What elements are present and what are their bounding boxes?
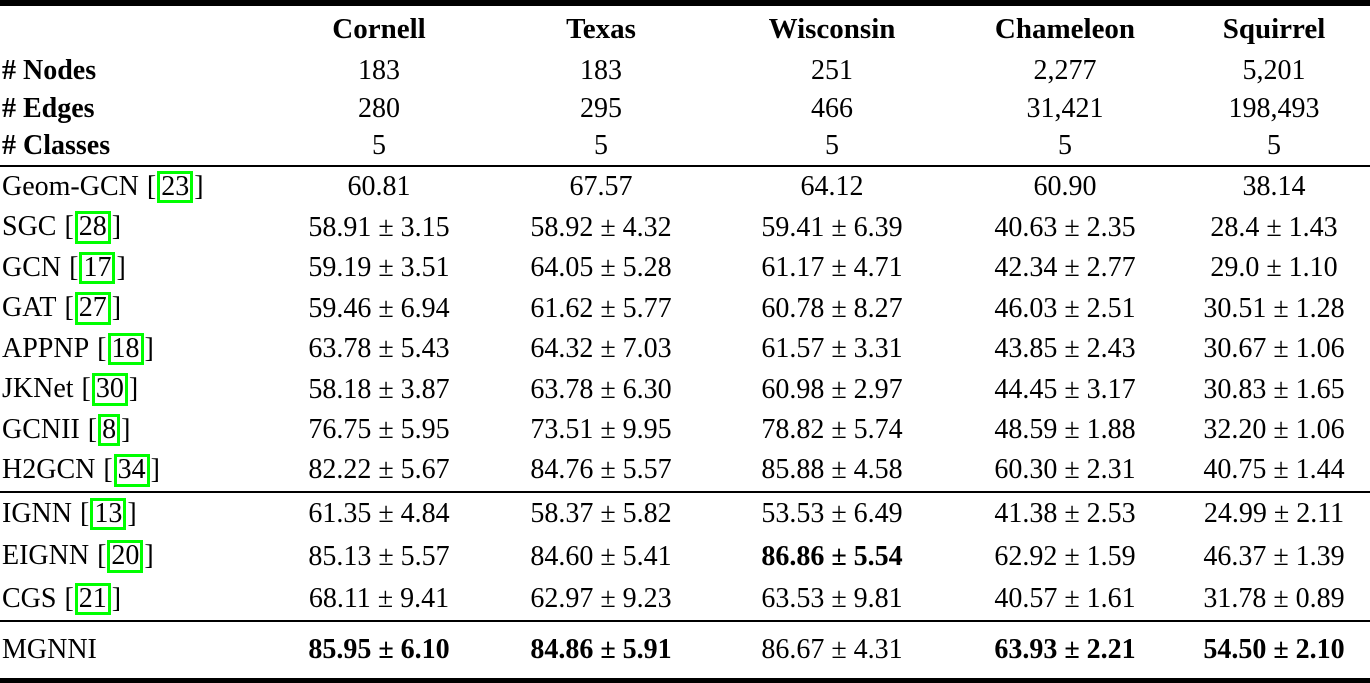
result-value-cell: 63.53 ± 9.81 <box>761 583 903 615</box>
method-name: MGNNI <box>2 634 97 666</box>
result-value-cell: 61.57 ± 3.31 <box>761 333 903 365</box>
method-name: GCN <box>2 251 62 283</box>
table-row <box>0 410 1370 450</box>
citation-open-bracket: [ <box>64 292 74 324</box>
stat-value-cell: 280 <box>358 92 400 124</box>
stat-value-cell: 31,421 <box>1026 92 1104 124</box>
citation-close-bracket: ] <box>116 251 126 283</box>
result-value-cell: 42.34 ± 2.77 <box>994 252 1136 284</box>
result-value-cell: 54.50 ± 2.10 <box>1203 634 1345 666</box>
method-name: GAT <box>2 292 57 324</box>
result-value-cell: 40.75 ± 1.44 <box>1203 454 1345 486</box>
citation-close-bracket: ] <box>144 540 154 572</box>
citation-open-bracket: [ <box>97 332 107 364</box>
result-value-cell: 43.85 ± 2.43 <box>994 333 1136 365</box>
stat-value-cell: 5 <box>1058 130 1072 162</box>
result-value-cell: 60.98 ± 2.97 <box>761 373 903 405</box>
result-value-cell: 86.67 ± 4.31 <box>761 634 903 666</box>
result-value-cell: 64.12 <box>800 171 864 203</box>
method-name: APPNP <box>2 332 90 364</box>
result-value-cell: 63.93 ± 2.21 <box>994 634 1136 666</box>
citation <box>64 211 121 242</box>
result-value-cell: 24.99 ± 2.11 <box>1203 498 1345 530</box>
result-value-cell: 38.14 <box>1242 171 1306 203</box>
stat-row <box>0 53 1370 90</box>
citation <box>97 540 154 571</box>
result-value-cell: 84.76 ± 5.57 <box>530 454 672 486</box>
method-label-cell <box>0 535 268 577</box>
corner-cell <box>0 3 268 53</box>
stat-value-cell: 5 <box>825 130 839 162</box>
result-value-cell: 40.63 ± 2.35 <box>994 211 1136 243</box>
stat-value-cell: 5 <box>594 130 608 162</box>
result-value-cell: 46.37 ± 1.39 <box>1203 540 1345 572</box>
stat-row <box>0 127 1370 165</box>
result-value-cell: 85.13 ± 5.57 <box>308 540 450 572</box>
table-row <box>0 578 1370 622</box>
result-value-cell: 44.45 ± 3.17 <box>994 373 1136 405</box>
citation-link[interactable]: 30 <box>92 373 128 406</box>
result-value-cell: 67.57 <box>569 171 633 203</box>
citation <box>88 414 131 445</box>
table-row <box>0 621 1370 680</box>
column-header: Wisconsin <box>768 12 896 45</box>
method-name: Geom-GCN <box>2 170 139 202</box>
header-row <box>0 3 1370 53</box>
method-label-cell <box>0 166 268 207</box>
citation-link[interactable]: 28 <box>75 211 111 244</box>
method-label-cell <box>0 578 268 622</box>
citation-open-bracket: [ <box>87 413 98 445</box>
stat-value-cell: 183 <box>358 55 400 87</box>
citation-close-bracket: ] <box>111 292 122 324</box>
citation-link[interactable]: 27 <box>75 292 111 325</box>
result-value-cell: 58.92 ± 4.32 <box>530 211 672 243</box>
result-value-cell: 62.92 ± 1.59 <box>994 540 1136 572</box>
result-value-cell: 63.78 ± 6.30 <box>530 373 672 405</box>
result-value-cell: 58.91 ± 3.15 <box>308 211 450 243</box>
result-value-cell: 84.86 ± 5.91 <box>530 634 672 666</box>
result-value-cell: 60.90 <box>1033 171 1097 203</box>
citation-open-bracket: [ <box>64 582 74 614</box>
stat-value-cell: 295 <box>580 92 622 124</box>
method-section-3 <box>0 621 1370 680</box>
citation-link[interactable]: 13 <box>90 498 126 531</box>
method-label-cell <box>0 207 268 247</box>
result-value-cell: 85.88 ± 4.58 <box>761 454 903 486</box>
stat-label: # Classes <box>2 130 111 162</box>
table-row <box>0 248 1370 288</box>
result-value-cell: 60.30 ± 2.31 <box>994 454 1136 486</box>
method-name: IGNN <box>2 497 72 529</box>
result-value-cell: 30.83 ± 1.65 <box>1203 373 1345 405</box>
result-value-cell: 58.18 ± 3.87 <box>308 373 450 405</box>
stat-value-cell: 5 <box>372 130 386 162</box>
result-value-cell: 68.11 ± 9.41 <box>308 583 450 615</box>
column-header: Squirrel <box>1222 12 1326 45</box>
citation-link[interactable]: 18 <box>108 333 144 366</box>
result-value-cell: 58.37 ± 5.82 <box>530 498 672 530</box>
citation <box>64 583 121 614</box>
citation <box>147 171 204 202</box>
table-row <box>0 492 1370 536</box>
header-stats-group <box>0 3 1370 166</box>
column-header: Chameleon <box>994 12 1136 45</box>
citation <box>97 333 154 364</box>
result-value-cell: 73.51 ± 9.95 <box>530 413 672 445</box>
result-value-cell: 60.81 <box>347 171 411 203</box>
result-value-cell: 46.03 ± 2.51 <box>994 292 1136 324</box>
citation-link[interactable]: 34 <box>114 454 150 487</box>
table-row <box>0 207 1370 247</box>
stat-value-cell: 183 <box>580 55 622 87</box>
result-value-cell: 63.78 ± 5.43 <box>308 333 450 365</box>
method-label-cell <box>0 621 268 680</box>
result-value-cell: 78.82 ± 5.74 <box>761 413 903 445</box>
result-value-cell: 31.78 ± 0.89 <box>1203 583 1345 615</box>
stat-value-cell: 466 <box>811 92 853 124</box>
result-value-cell: 86.86 ± 5.54 <box>761 540 903 572</box>
citation-link[interactable]: 8 <box>98 414 120 447</box>
result-value-cell: 82.22 ± 5.67 <box>308 454 450 486</box>
result-value-cell: 61.35 ± 4.84 <box>308 498 450 530</box>
result-value-cell: 28.4 ± 1.43 <box>1210 211 1338 243</box>
method-label-cell <box>0 369 268 409</box>
result-value-cell: 85.95 ± 6.10 <box>308 634 450 666</box>
citation-open-bracket: [ <box>146 170 157 202</box>
table-row <box>0 288 1370 328</box>
method-label-cell <box>0 410 268 450</box>
result-value-cell: 32.20 ± 1.06 <box>1203 413 1345 445</box>
result-value-cell: 29.0 ± 1.10 <box>1210 252 1338 284</box>
result-value-cell: 84.60 ± 5.41 <box>530 540 672 572</box>
result-value-cell: 48.59 ± 1.88 <box>994 413 1136 445</box>
result-value-cell: 64.32 ± 7.03 <box>530 333 672 365</box>
citation <box>80 498 137 529</box>
method-label-cell <box>0 248 268 288</box>
table-row <box>0 369 1370 409</box>
result-value-cell: 59.41 ± 6.39 <box>761 211 903 243</box>
citation-close-bracket: ] <box>127 497 137 529</box>
stat-label: # Nodes <box>2 55 97 87</box>
citation-close-bracket: ] <box>194 170 204 202</box>
citation-close-bracket: ] <box>121 413 131 445</box>
method-name: SGC <box>2 211 57 243</box>
citation <box>103 454 160 485</box>
result-value-cell: 76.75 ± 5.95 <box>308 413 450 445</box>
stat-value-cell: 5,201 <box>1242 55 1306 87</box>
method-name: CGS <box>2 582 57 614</box>
result-value-cell: 61.17 ± 4.71 <box>761 252 903 284</box>
method-name: EIGNN <box>2 540 90 572</box>
stat-value-cell: 2,277 <box>1033 55 1097 87</box>
table-row <box>0 329 1370 369</box>
table-row <box>0 450 1370 492</box>
citation-open-bracket: [ <box>80 497 90 529</box>
method-label-cell <box>0 288 268 328</box>
citation-open-bracket: [ <box>97 540 107 572</box>
citation-close-bracket: ] <box>128 373 139 405</box>
column-header: Texas <box>566 12 636 45</box>
result-value-cell: 30.67 ± 1.06 <box>1203 333 1345 365</box>
citation-link[interactable]: 20 <box>107 540 143 573</box>
stat-value-cell: 5 <box>1267 130 1281 162</box>
citation-close-bracket: ] <box>144 332 154 364</box>
method-label-cell <box>0 450 268 492</box>
method-section-1 <box>0 166 1370 492</box>
method-label-cell <box>0 329 268 369</box>
method-name: H2GCN <box>2 454 96 486</box>
method-label-cell <box>0 492 268 536</box>
result-value-cell: 40.57 ± 1.61 <box>994 583 1136 615</box>
result-value-cell: 60.78 ± 8.27 <box>761 292 903 324</box>
citation-open-bracket: [ <box>64 211 74 243</box>
table-row <box>0 166 1370 207</box>
column-header: Cornell <box>332 12 426 45</box>
stat-value-cell: 251 <box>811 55 853 87</box>
method-name: GCNII <box>2 413 80 445</box>
citation-link[interactable]: 17 <box>79 252 115 285</box>
result-value-cell: 41.38 ± 2.53 <box>994 498 1136 530</box>
citation <box>69 252 126 283</box>
method-name: JKNet <box>2 373 74 405</box>
citation-close-bracket: ] <box>111 582 122 614</box>
stat-value-cell: 198,493 <box>1228 92 1320 124</box>
citation-link[interactable]: 21 <box>75 583 111 616</box>
stat-label: # Edges <box>2 92 95 124</box>
result-value-cell: 64.05 ± 5.28 <box>530 252 672 284</box>
table-row <box>0 535 1370 577</box>
citation-close-bracket: ] <box>150 454 160 486</box>
citation <box>64 292 121 323</box>
method-section-2 <box>0 492 1370 622</box>
citation-open-bracket: [ <box>81 373 91 405</box>
stat-row <box>0 90 1370 127</box>
result-value-cell: 30.51 ± 1.28 <box>1203 292 1345 324</box>
citation-open-bracket: [ <box>69 251 79 283</box>
result-value-cell: 59.19 ± 3.51 <box>308 252 450 284</box>
citation-close-bracket: ] <box>111 211 122 243</box>
citation <box>82 373 139 404</box>
result-value-cell: 62.97 ± 9.23 <box>530 583 672 615</box>
citation-open-bracket: [ <box>103 454 113 486</box>
result-value-cell: 59.46 ± 6.94 <box>308 292 450 324</box>
result-value-cell: 61.62 ± 5.77 <box>530 292 672 324</box>
result-value-cell: 53.53 ± 6.49 <box>761 498 903 530</box>
citation-link[interactable]: 23 <box>157 171 193 204</box>
